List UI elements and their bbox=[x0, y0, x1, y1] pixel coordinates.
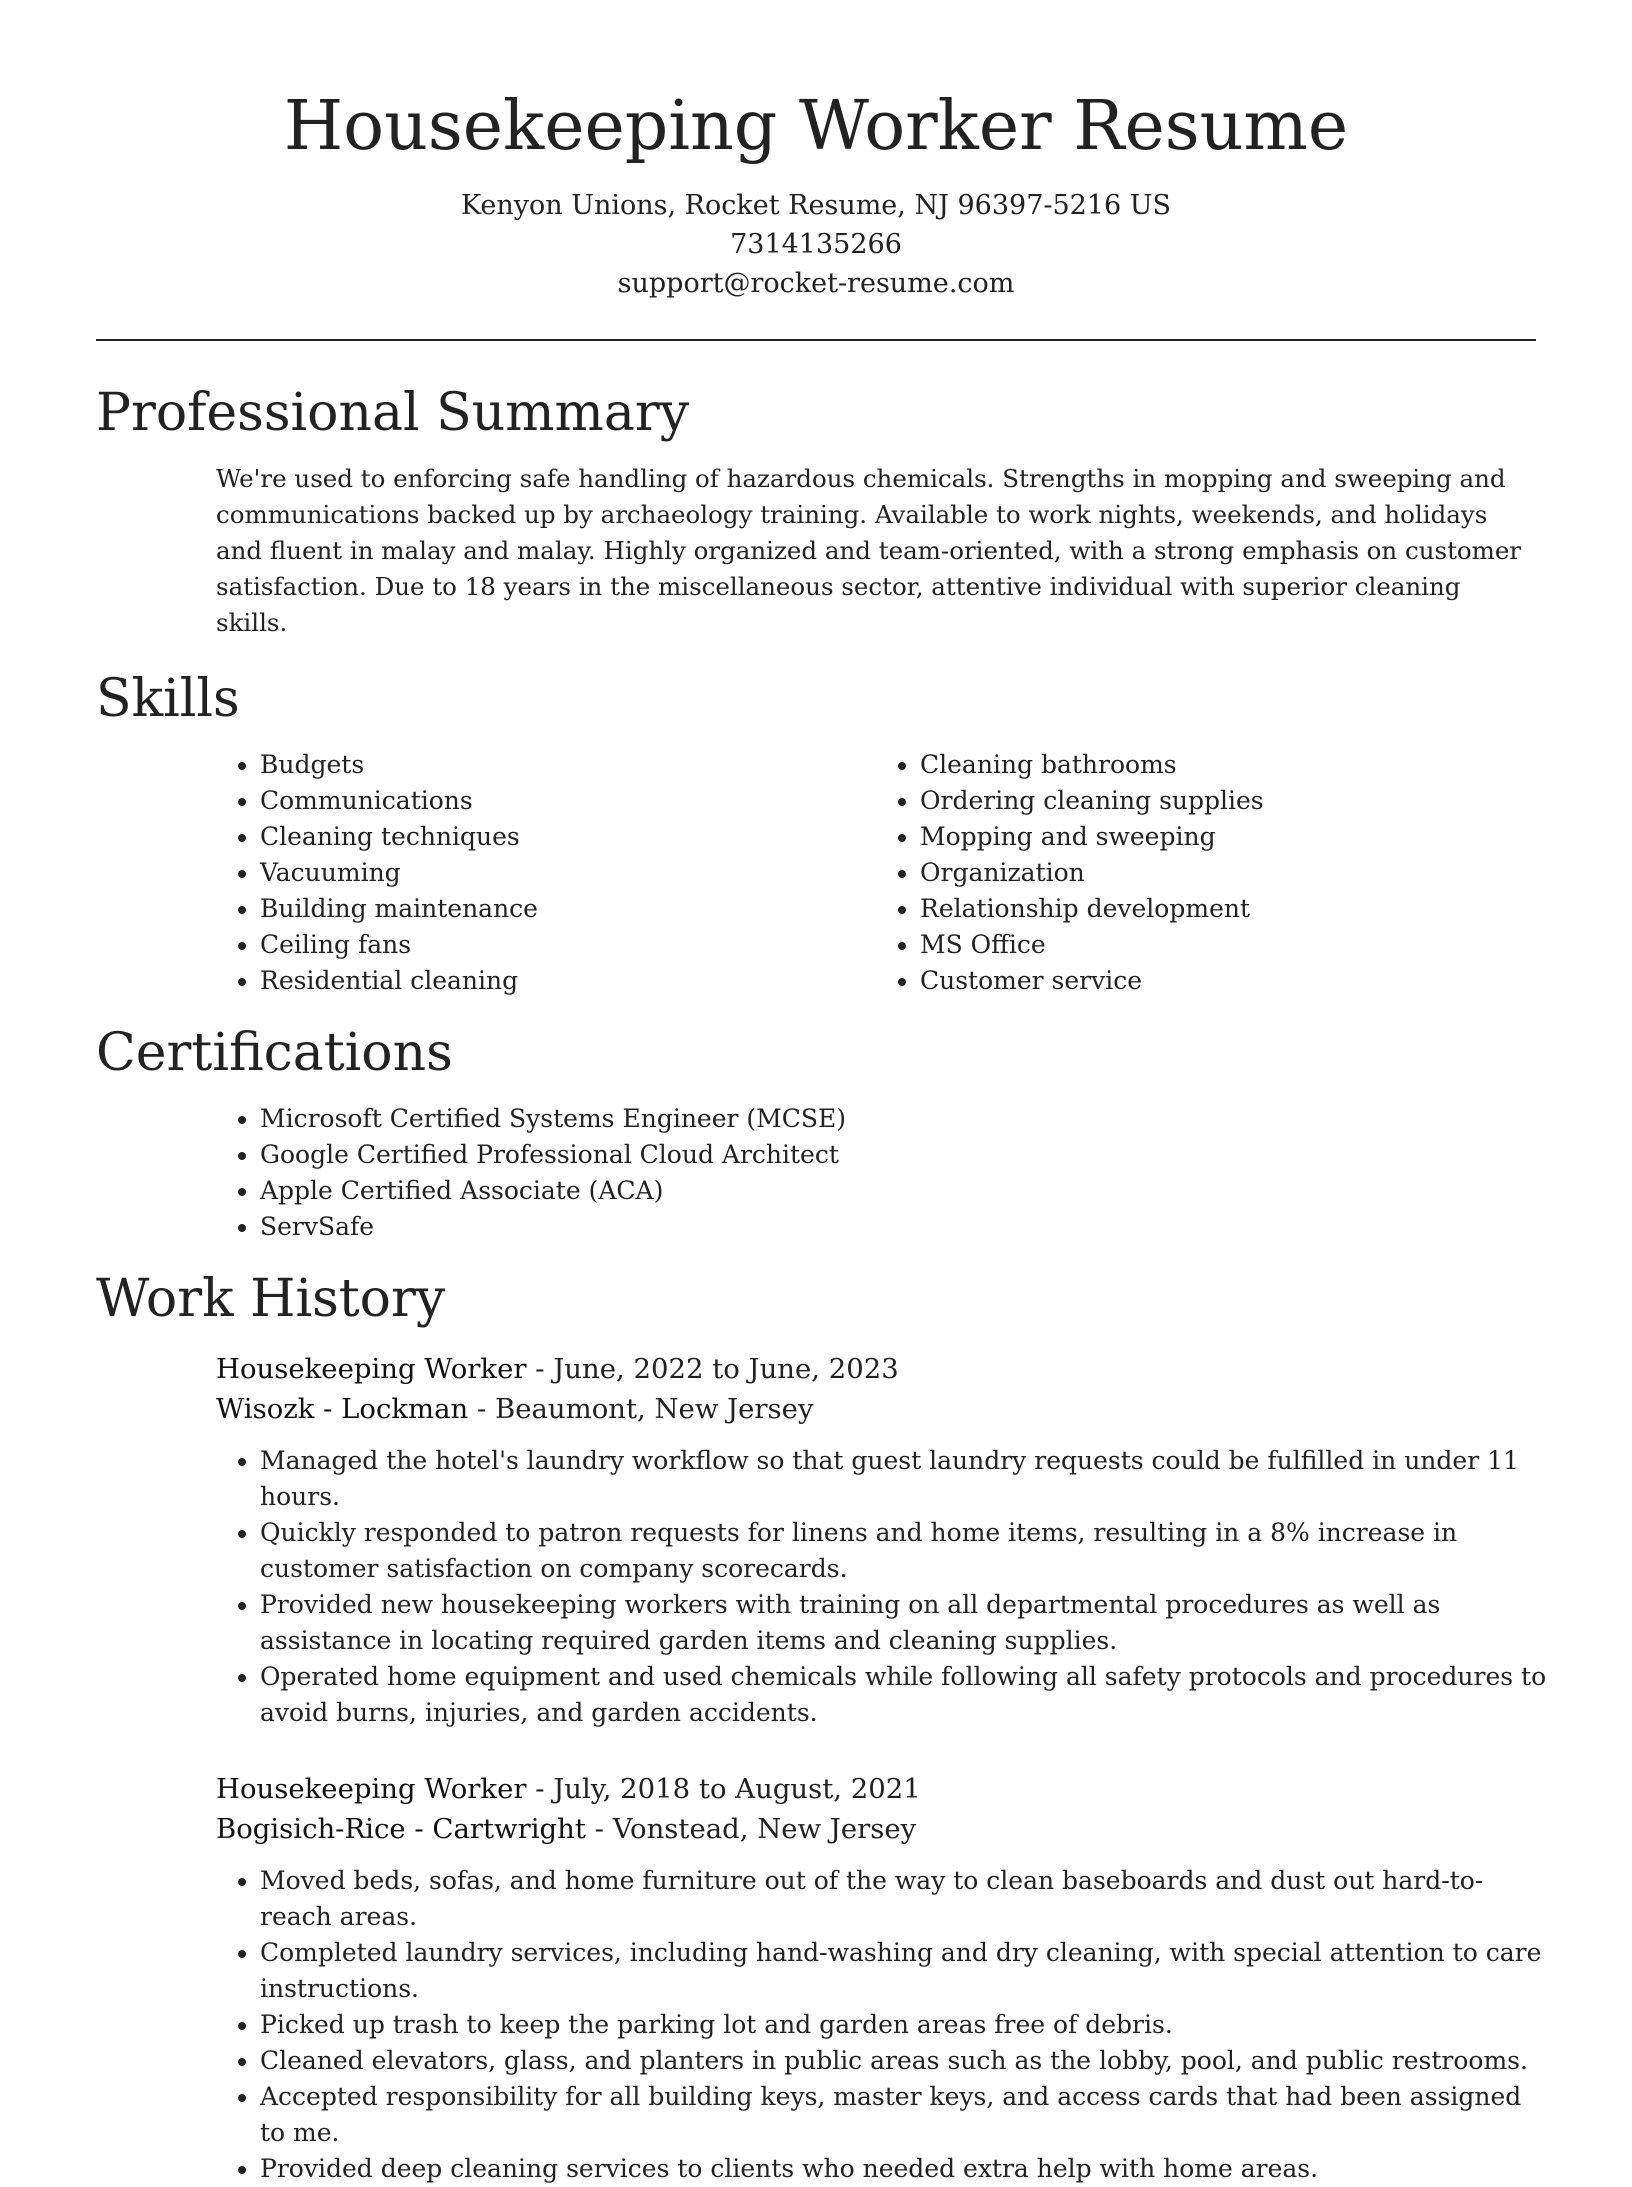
certification-item: • Google Certified Professional Cloud Architect bbox=[260, 1137, 1550, 1173]
contact-phone: 7314135266 bbox=[730, 229, 902, 260]
job-bullet: • Accepted responsibility for all building keys, master keys, and access cards that had been assigned to me. bbox=[260, 2079, 1550, 2151]
job-bullet: • Quickly responded to patron requests for linens and home items, resulting in a 8% increase in customer satisfaction on company scorecards. bbox=[260, 1515, 1550, 1587]
job-entry bbox=[216, 1349, 1547, 1731]
certification-item: • Apple Certified Associate (ACA) bbox=[260, 1173, 1550, 1209]
summary-heading: Professional Summary bbox=[96, 383, 690, 443]
certifications-heading: Certifications bbox=[96, 1023, 453, 1083]
job-company-line: Bogisich-Rice - Cartwright - Vonstead, New Jersey bbox=[216, 1813, 917, 1845]
header-divider bbox=[96, 339, 1536, 341]
skill-item: • Cleaning bathrooms bbox=[920, 747, 1536, 783]
skill-item: • Mopping and sweeping bbox=[920, 819, 1536, 855]
skills-heading: Skills bbox=[96, 669, 240, 729]
skill-item: • Organization bbox=[920, 855, 1536, 891]
skills-list-right bbox=[876, 747, 1536, 999]
job-company: Bogisich-Rice - Cartwright bbox=[216, 1813, 586, 1845]
certifications-list bbox=[216, 1101, 1550, 1245]
skill-item: • Cleaning techniques bbox=[260, 819, 876, 855]
skill-item: • Budgets bbox=[260, 747, 876, 783]
job-company-line: Wisozk - Lockman - Beaumont, New Jersey bbox=[216, 1393, 814, 1425]
job-bullet: • Moved beds, sofas, and home furniture out of the way to clean baseboards and dust out hard-to-reach areas. bbox=[260, 1863, 1550, 1935]
resume-header bbox=[96, 0, 1536, 303]
skill-item: • MS Office bbox=[920, 927, 1536, 963]
work-history-heading: Work History bbox=[96, 1269, 446, 1329]
job-title: Housekeeping Worker bbox=[216, 1353, 527, 1385]
skill-item: • Building maintenance bbox=[260, 891, 876, 927]
skill-item: • Vacuuming bbox=[260, 855, 876, 891]
contact-info bbox=[96, 186, 1536, 303]
job-dates: July, 2018 to August, 2021 bbox=[553, 1773, 921, 1805]
job-dates: June, 2022 to June, 2023 bbox=[553, 1353, 899, 1385]
job-bullet: • Cleaned elevators, glass, and planters in public areas such as the lobby, pool, and public restrooms. bbox=[260, 2043, 1550, 2079]
job-location: Vonstead, New Jersey bbox=[612, 1813, 917, 1845]
job-bullet: • Managed the hotel's laundry workflow so that guest laundry requests could be fulfilled in under 11 hours. bbox=[260, 1443, 1550, 1515]
job-bullet: • Picked up trash to keep the parking lot and garden areas free of debris. bbox=[260, 2007, 1550, 2043]
job-bullets bbox=[216, 1443, 1550, 1731]
job-company: Wisozk - Lockman bbox=[216, 1393, 469, 1425]
job-location: Beaumont, New Jersey bbox=[495, 1393, 814, 1425]
job-title: Housekeeping Worker bbox=[216, 1773, 527, 1805]
contact-email: support@rocket-resume.com bbox=[617, 268, 1015, 299]
resume-title: Housekeeping Worker Resume bbox=[283, 87, 1349, 166]
job-bullet: • Operated home equipment and used chemicals while following all safety protocols and procedures to avoid burns, injuries, and garden accidents. bbox=[260, 1659, 1550, 1731]
skill-item: • Ordering cleaning supplies bbox=[920, 783, 1536, 819]
skill-item: • Residential cleaning bbox=[260, 963, 876, 999]
skill-item: • Ceiling fans bbox=[260, 927, 876, 963]
resume-page bbox=[96, 0, 1547, 2187]
job-title-line: Housekeeping Worker - July, 2018 to August, 2021 bbox=[216, 1773, 921, 1805]
summary-text: We're used to enforcing safe handling of hazardous chemicals. Strengths in mopping and sweeping and communications backed up by archaeology training. Available to work nights, weekends, and holidays and fluent in malay and malay. Highly organized and team-oriented, with a strong emphasis on customer satisfaction. Due to 18 years in the miscellaneous sector, attentive individual with superior cleaning skills. bbox=[216, 464, 1522, 637]
job-title-line: Housekeeping Worker - June, 2022 to June, 2023 bbox=[216, 1353, 899, 1385]
skill-item: • Customer service bbox=[920, 963, 1536, 999]
certification-item: • ServSafe bbox=[260, 1209, 1550, 1245]
job-bullet: • Provided new housekeeping workers with training on all departmental procedures as well as assistance in locating required garden items and cleaning supplies. bbox=[260, 1587, 1550, 1659]
contact-address: Kenyon Unions, Rocket Resume, NJ 96397-5216 US bbox=[460, 190, 1172, 221]
skills-list-left bbox=[216, 747, 876, 999]
skill-item: • Relationship development bbox=[920, 891, 1536, 927]
job-bullet: • Provided deep cleaning services to clients who needed extra help with home areas. bbox=[260, 2151, 1550, 2187]
skills-grid bbox=[216, 747, 1536, 999]
certification-item: • Microsoft Certified Systems Engineer (MCSE) bbox=[260, 1101, 1550, 1137]
skill-item: • Communications bbox=[260, 783, 876, 819]
job-bullet: • Completed laundry services, including hand-washing and dry cleaning, with special attention to care instructions. bbox=[260, 1935, 1550, 2007]
job-bullets bbox=[216, 1863, 1550, 2187]
job-entry bbox=[216, 1769, 1542, 2187]
